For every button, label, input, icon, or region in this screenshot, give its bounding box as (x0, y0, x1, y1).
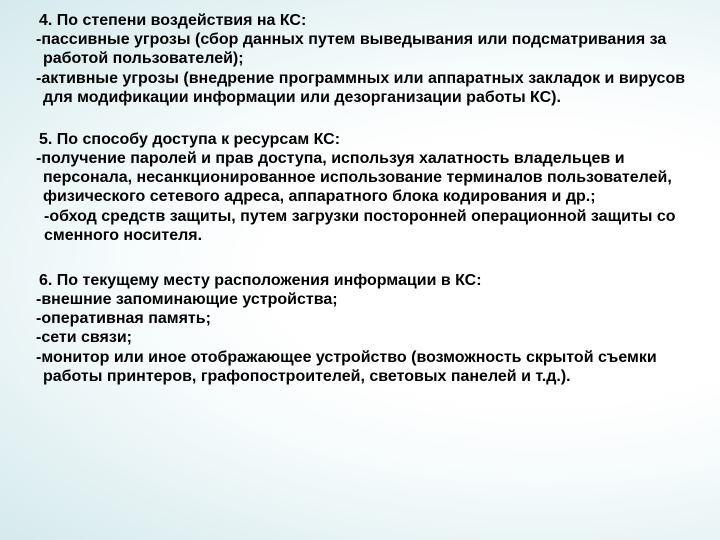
section-4-title: 4. По степени воздействия на КС: (39, 12, 307, 29)
section-5-title: 5. По способу доступа к ресурсам КС: (39, 130, 341, 148)
spacer (36, 108, 706, 130)
spacer (36, 246, 706, 271)
slide-content (36, 11, 706, 387)
section-5-item-passwords: -получение паролей и прав доступа, используя халатность владельцев и персонала, несанкционированное использование терминалов пользователей, физического сетевого адреса, аппаратного блока кодирования и др.; (36, 149, 672, 206)
section-6-item-network: -сети связи; (36, 329, 133, 347)
section-6-title: 6. По текущему месту расположения информации в КС: (39, 271, 482, 289)
section-5-item-bypass: -обход средств защиты, путем загрузки посторонней операционной защиты со сменного носителя. (44, 207, 676, 245)
section-6-item-storage: -внешние запоминающие устройства; (36, 290, 338, 308)
section-6-item-monitor: -монитор или иное отображающее устройство (возможность скрытой съемки работы принтеров, графопостроителей, световых панелей и т.д.). (36, 348, 657, 386)
section-6-item-ram: -оперативная память; (36, 310, 211, 328)
section-4-item-active: -активные угрозы (внедрение программных или аппаратных закладок и вирусов для модификации информации или дезорганизации работы КС). (36, 69, 686, 107)
section-4-item-passive: -пассивные угрозы (сбор данных путем выведывания или подсматривания за работой пользователей); (36, 31, 667, 68)
